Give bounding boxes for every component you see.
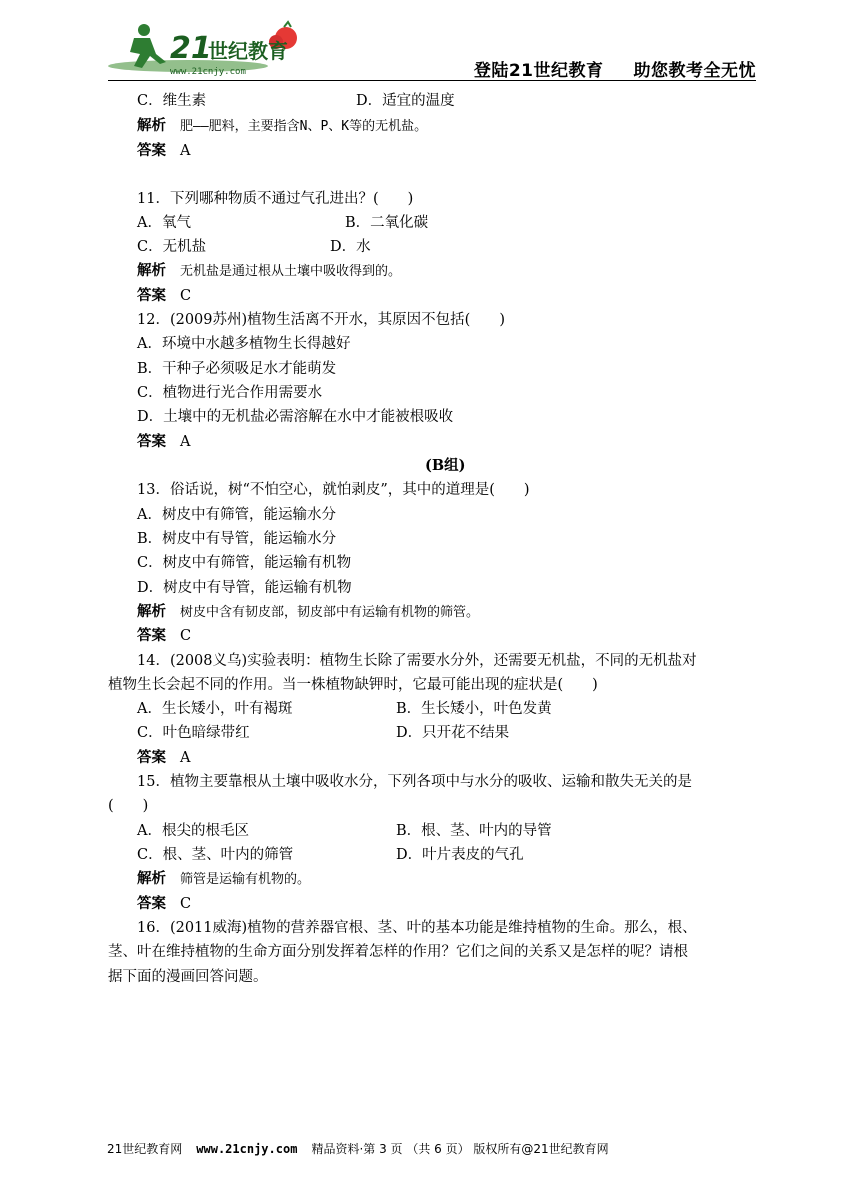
q11-option-a: A．氧气 bbox=[137, 215, 191, 231]
q15-stem-line1: 15．植物主要靠根从土壤中吸收水分，下列各项中与水分的吸收、运输和散失无关的是 bbox=[137, 774, 692, 790]
q14-option-b: B．生长矮小，叶色发黄 bbox=[396, 701, 552, 717]
logo-graphic bbox=[108, 18, 308, 78]
q15-option-a: A．根尖的根毛区 bbox=[137, 823, 249, 839]
q11-answer bbox=[137, 287, 191, 305]
analysis-label: 解析 bbox=[137, 117, 166, 134]
answer-label: 答案 bbox=[137, 627, 166, 644]
q13-answer bbox=[137, 627, 191, 645]
page-footer bbox=[107, 1140, 609, 1157]
answer-value: C bbox=[180, 288, 192, 304]
analysis-text: 树皮中含有韧皮部，韧皮部中有运输有机物的筛管。 bbox=[180, 605, 480, 620]
q11-option-d: D．水 bbox=[330, 239, 371, 255]
q15-option-d: D．叶片表皮的气孔 bbox=[396, 847, 524, 863]
q15-analysis bbox=[137, 870, 310, 889]
q10-option-d: D．适宜的温度 bbox=[356, 93, 455, 109]
q12-answer bbox=[137, 433, 190, 451]
q13-option-a: A．树皮中有筛管，能运输水分 bbox=[137, 507, 336, 523]
q15-option-c: C．根、茎、叶内的筛管 bbox=[137, 847, 294, 863]
q16-stem-line1: 16．(2011威海)植物的营养器官根、茎、叶的基本功能是维持植物的生命。那么，根、 bbox=[137, 920, 697, 936]
header-slogan-left: 登陆21世纪教育 bbox=[473, 61, 604, 81]
footer-site: 21世纪教育网 bbox=[107, 1142, 183, 1156]
answer-value: A bbox=[180, 750, 191, 766]
answer-value: C bbox=[180, 896, 192, 912]
q14-stem-line1: 14．(2008义乌)实验表明：植物生长除了需要水分外，还需要无机盐，不同的无机盐对 bbox=[137, 653, 697, 669]
svg-text:世纪教育: 世纪教育 bbox=[208, 39, 288, 63]
q11-option-b: B．二氧化碳 bbox=[345, 215, 429, 231]
analysis-label: 解析 bbox=[137, 603, 166, 620]
analysis-text: 无机盐是通过根从土壤中吸收得到的。 bbox=[180, 264, 402, 279]
q12-option-d: D．土壤中的无机盐必需溶解在水中才能被根吸收 bbox=[137, 409, 454, 425]
q15-answer bbox=[137, 895, 191, 913]
q14-stem-line2: 植物生长会起不同的作用。当一株植物缺钾时，它最可能出现的症状是( ) bbox=[108, 677, 598, 693]
answer-label: 答案 bbox=[137, 142, 166, 159]
q14-option-a: A．生长矮小，叶有褐斑 bbox=[137, 701, 293, 717]
answer-value: C bbox=[180, 628, 192, 644]
q13-option-c: C．树皮中有筛管，能运输有机物 bbox=[137, 555, 352, 571]
answer-label: 答案 bbox=[137, 895, 166, 912]
site-logo bbox=[108, 18, 308, 78]
page-header bbox=[108, 18, 756, 82]
analysis-label: 解析 bbox=[137, 870, 166, 887]
q10-answer bbox=[137, 142, 190, 160]
q13-stem: 13．俗话说，树“不怕空心，就怕剥皮”，其中的道理是( ) bbox=[137, 482, 530, 498]
q13-option-b: B．树皮中有导管，能运输水分 bbox=[137, 531, 337, 547]
q12-option-b: B．干种子必须吸足水才能萌发 bbox=[137, 361, 337, 377]
analysis-text: 筛管是运输有机物的。 bbox=[180, 872, 311, 887]
q12-option-a: A．环境中水越多植物生长得越好 bbox=[137, 336, 351, 352]
q16-stem-line2: 茎、叶在维持植物的生命方面分别发挥着怎样的作用？它们之间的关系又是怎样的呢？请根 bbox=[108, 944, 688, 960]
header-slogan-right: 助您教考全无忧 bbox=[633, 61, 756, 81]
header-slogan bbox=[444, 56, 756, 81]
q11-analysis bbox=[137, 262, 401, 281]
q14-answer bbox=[137, 749, 190, 767]
header-divider bbox=[108, 80, 756, 81]
q13-option-d: D．树皮中有导管，能运输有机物 bbox=[137, 580, 352, 596]
q12-option-c: C．植物进行光合作用需要水 bbox=[137, 385, 323, 401]
answer-value: A bbox=[180, 434, 191, 450]
analysis-text: 肥——肥料，主要指含N、P、K等的无机盐。 bbox=[180, 119, 428, 134]
q16-stem-line3: 据下面的漫画回答问题。 bbox=[108, 969, 268, 985]
group-b-heading: (B组) bbox=[425, 457, 466, 474]
q11-option-c: C．无机盐 bbox=[137, 239, 207, 255]
answer-label: 答案 bbox=[137, 433, 166, 450]
footer-url: www.21cnjy.com bbox=[196, 1142, 298, 1156]
q10-option-c: C．维生素 bbox=[137, 93, 207, 109]
q13-analysis bbox=[137, 603, 479, 622]
analysis-label: 解析 bbox=[137, 262, 166, 279]
q14-option-d: D．只开花不结果 bbox=[396, 725, 510, 741]
svg-text:www.21cnjy.com: www.21cnjy.com bbox=[170, 67, 246, 77]
q11-stem: 11．下列哪种物质不通过气孔进出？( ) bbox=[137, 191, 414, 207]
footer-info: 精品资料·第 3 页 （共 6 页） 版权所有@21世纪教育网 bbox=[311, 1142, 609, 1156]
q14-option-c: C．叶色暗绿带红 bbox=[137, 725, 250, 741]
svg-text:21: 21 bbox=[170, 31, 212, 66]
answer-value: A bbox=[180, 143, 191, 159]
q15-stem-line2: ( ) bbox=[108, 798, 149, 814]
answer-label: 答案 bbox=[137, 749, 166, 766]
answer-label: 答案 bbox=[137, 287, 166, 304]
q12-stem: 12．(2009苏州)植物生活离不开水，其原因不包括( ) bbox=[137, 312, 505, 328]
q10-analysis bbox=[137, 117, 427, 136]
q15-option-b: B．根、茎、叶内的导管 bbox=[396, 823, 552, 839]
